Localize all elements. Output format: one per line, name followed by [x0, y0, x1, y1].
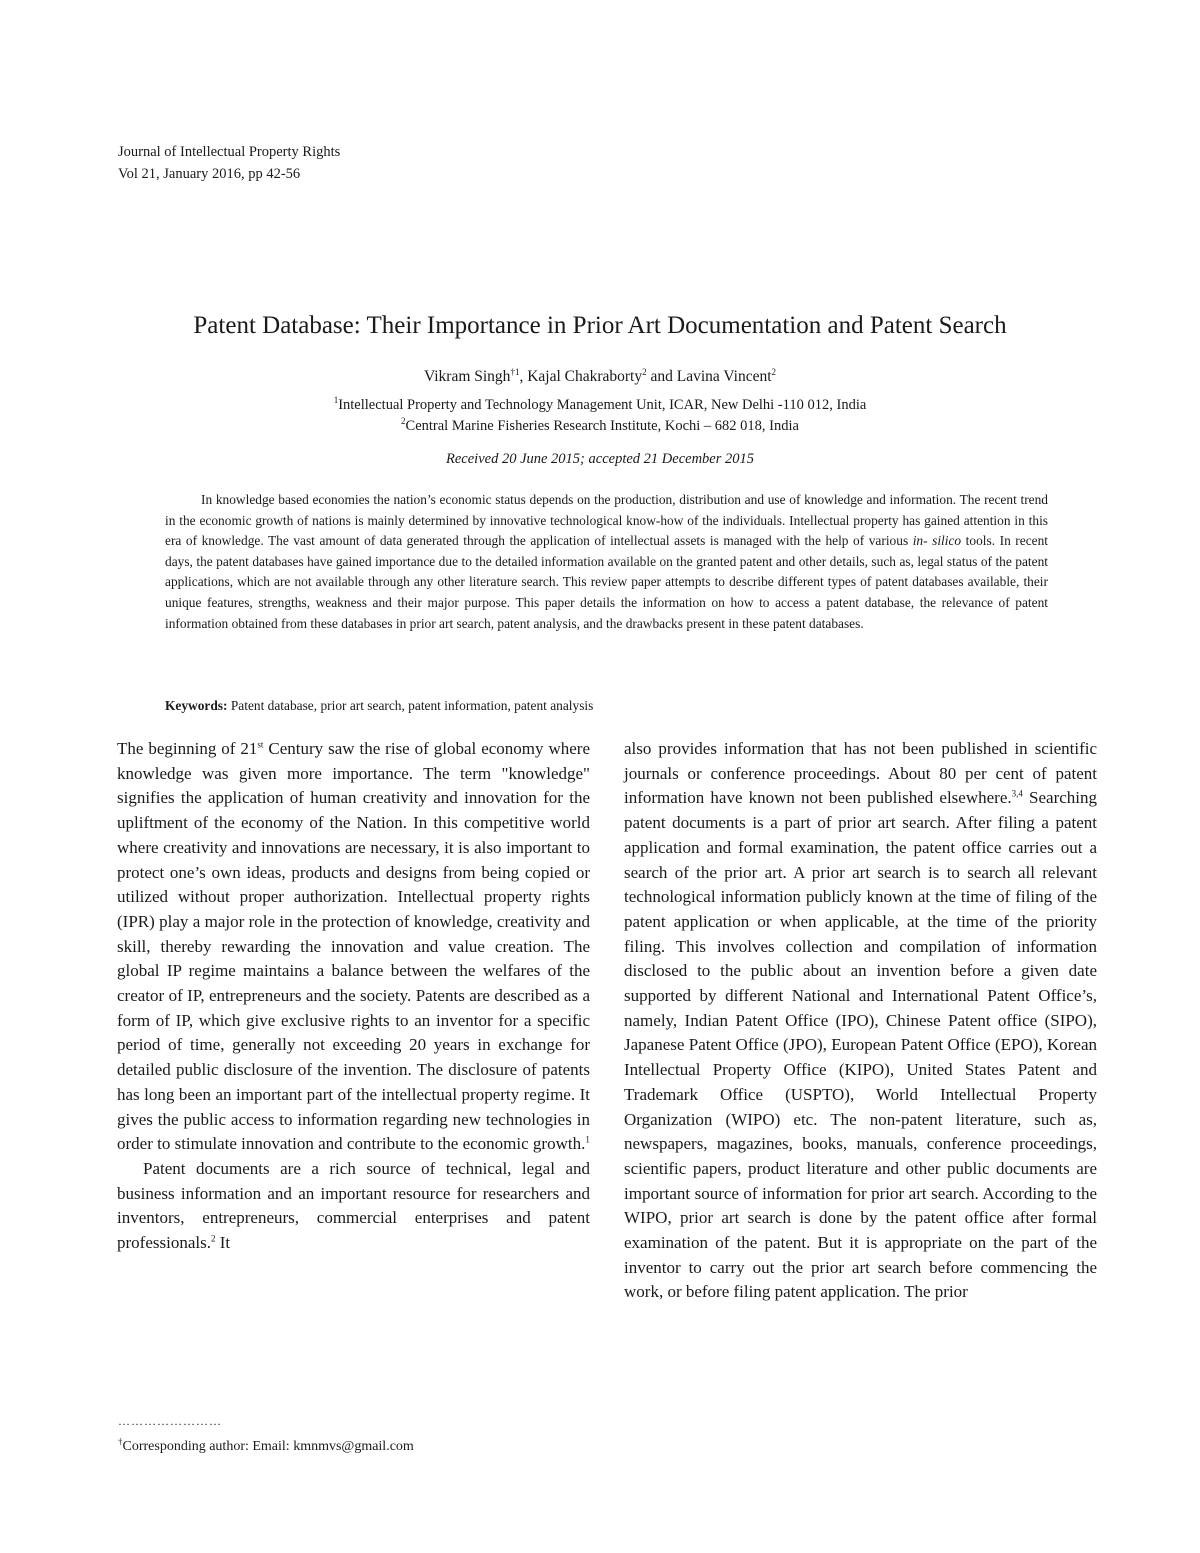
- paper-title: Patent Database: Their Importance in Prior Art Documentation and Patent Search: [193, 312, 1007, 339]
- citation-mark: 1: [585, 1134, 590, 1145]
- body-text: Patent documents are a rich source of technical, legal and business information and an important resource for researchers and inventors, entrepreneurs, commercial enterprises and patent professionals.: [117, 1158, 590, 1253]
- affiliation-mark: 2: [401, 416, 406, 427]
- body-column-right: [624, 737, 1097, 1305]
- abstract-text: tools. In recent days, the patent databases have gained importance due to the detailed information available on the granted patent and other details, such as, legal status of the patent applications, which are not available through any other literature search. This review paper attempts to describe different types of patent databases available, their unique features, strengths, weakness and their major purpose. This paper details the information on how to access a patent database, the relevance of patent information obtained from these databases in prior art search, patent analysis, and the drawbacks present in these patent databases.: [165, 533, 1049, 631]
- affiliation-text: Central Marine Fisheries Research Institute, Kochi – 682 018, India: [405, 418, 799, 434]
- abstract: [165, 490, 1048, 634]
- body-text: The beginning of 21: [117, 739, 258, 758]
- abstract-paragraph: [165, 490, 1048, 634]
- author-separator: ,: [519, 368, 528, 385]
- author-affiliation-mark: 2: [642, 366, 647, 377]
- keywords: [165, 696, 593, 716]
- footnote-text: Corresponding author: Email: kmnmvs@gmail.com: [122, 1439, 414, 1454]
- author-name: Kajal Chakraborty: [527, 368, 643, 385]
- affiliation: [0, 416, 1200, 436]
- body-paragraph: [624, 737, 1097, 1305]
- body-text: also provides information that has not been published in scientific journals or conference proceedings. About 80 per cent of patent information have known not been published elsewhere.: [624, 739, 1097, 808]
- abstract-italic-term: in- silico: [912, 533, 962, 549]
- affiliation-mark: 1: [333, 395, 339, 406]
- journal-issue: Vol 21, January 2016, pp 42-56: [118, 166, 301, 182]
- citation-mark: 2: [210, 1233, 216, 1244]
- journal-header: [118, 141, 340, 185]
- citation-mark: 3,4: [1011, 788, 1023, 799]
- body-text: It: [215, 1233, 231, 1253]
- affiliation: [0, 395, 1200, 415]
- body-text: Century saw the rise of global economy where knowledge was given more importance. The term "knowledge" signifies the application of human creativity and innovation for the upliftment of the economy of the Nation. In this competitive world where creativity and innovations are necessary, it is also important to protect one’s own ideas, products and designs from being copied or utilized without proper authorization. Intellectual property rights (IPR) play a major role in the protection of knowledge, creativity and skill, thereby rewarding the innovation and value creation. The global IP regime maintains a balance between the welfares of the creator of IP, entrepreneurs and the society. Patents are described as a form of IP, which give exclusive rights to an inventor for a specific period of time, generally not exceeding 20 years in exchange for detailed public disclosure of the invention. The disclosure of patents has long been an important part of the intellectual property regime. It gives the public access to information regarding new technologies in order to stimulate innovation and contribute to the economic growth.: [117, 739, 590, 1154]
- author-affiliation-mark: †1: [510, 366, 520, 377]
- body-text: Searching patent documents is a part of prior art search. After filing a patent application and formal examination, the patent office carries out a search of the prior art. A prior art search is to search all relevant technological information publicly known at the time of filing of the patent application or when applicable, at the time of the priority filing. This involves collection and compilation of information disclosed to the public about an invention before a given date supported by different National and International Patent Office’s, namely, Indian Patent Office (IPO), Chinese Patent office (SIPO), Japanese Patent Office (JPO), European Patent Office (EPO), Korean Intellectual Property Office (KIPO), United States Patent and Trademark Office (USPTO), World Intellectual Property Organization (WIPO) etc. The non-patent literature, such as, newspapers, magazines, books, manuals, conference proceedings, scientific papers, product literature and other public documents are important source of information for prior art search. According to the WIPO, prior art search is done by the patent office after formal examination of the patent. But it is appropriate on the part of the inventor to carry out the prior art search before commencing the work, or before filing patent application. The prior: [624, 788, 1097, 1302]
- ordinal-suffix: st: [257, 739, 264, 750]
- body-column-left: [117, 737, 590, 1256]
- body-paragraph: [117, 1157, 590, 1256]
- author-list: [0, 366, 1200, 388]
- received-dates: Received 20 June 2015; accepted 21 December 2015: [446, 451, 754, 467]
- abstract-text: In knowledge based economies the nation’s economic status depends on the production, distribution and use of knowledge and information. The recent trend in the economic growth of nations is mainly determined by innovative technological know-how of the individuals. Intellectual property has gained attention in this era of knowledge. The vast amount of data generated through the application of intellectual assets is managed with the help of various: [165, 492, 1048, 549]
- keywords-label: Keywords:: [165, 698, 228, 713]
- body-paragraph: [117, 737, 590, 1157]
- author-separator: and: [646, 368, 677, 385]
- affiliation-text: Intellectual Property and Technology Management Unit, ICAR, New Delhi -110 012, India: [338, 397, 867, 413]
- author-affiliation-mark: 2: [771, 366, 777, 377]
- footnote-mark: †: [118, 1436, 123, 1447]
- author-name: Vikram Singh: [423, 368, 511, 385]
- footnote-separator: ……………………: [118, 1414, 222, 1428]
- author-name: Lavina Vincent: [676, 368, 772, 385]
- journal-name: Journal of Intellectual Property Rights: [118, 144, 341, 160]
- keywords-text: Patent database, prior art search, patent information, patent analysis: [227, 698, 594, 713]
- footnote: [118, 1437, 414, 1457]
